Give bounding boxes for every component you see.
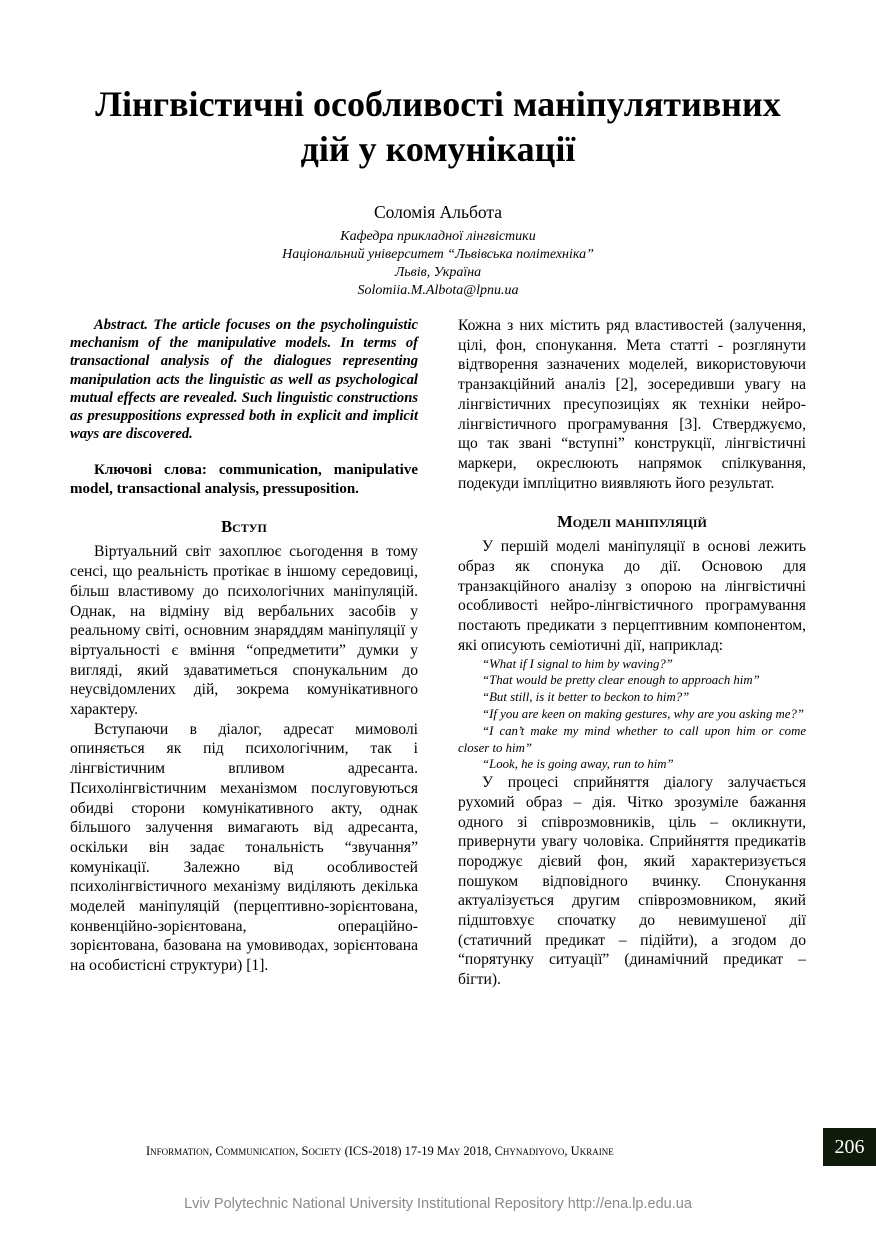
repository-watermark: Lviv Polytechnic National University Institutional Repository http://ena.lp.edu.ua xyxy=(184,1196,692,1212)
right-column xyxy=(458,316,806,990)
dialogue-quote: “What if I signal to him by waving?” xyxy=(482,656,673,671)
affiliation-department: Кафедра прикладної лінгвістики xyxy=(340,229,536,244)
dialogue-quote: “But still, is it better to beckon to him?” xyxy=(482,690,690,705)
dialogue-quote: “Look, he is going away, run to him” xyxy=(482,757,674,772)
paragraph: У процесі сприйняття діалогу залучається рухомий образ – дія. Чітко зрозуміле бажання одного зі співрозмовників, ціль – окликнути, привернути увагу чоловіка. Сприйняття предикатів породжує дієвий фон, який характеризується пошуком відповідного вчинку. Спонукання актуалізується другим співрозмовником, який підштовхує спочатку до невимушеної дії (статичний предикат – підійти), а згодом до “порятунку ситуації” (динамічний предикат – бігти). xyxy=(458,774,806,989)
paper-title xyxy=(40,82,836,172)
section-heading-models: Моделі маніпуляцій xyxy=(557,512,707,532)
section-heading-intro: Вступ xyxy=(221,517,267,537)
paragraph: Вступаючи в діалог, адресат мимоволі опиняється як під психологічним, так і лінгвістичним впливом адресанта. Психолінгвістичним механізмом послуговуються обидві сторони комунікативного акту, однак більшого залучення вимагають від адресанта, оскільки він задає тональність “звучання” комунікації. Залежно від особливостей психолінгвістичного механізму виділяють декілька моделей маніпуляцій (перцептивно-зорієнтована, конвенційно-зорієнтована, операційно-зорієнтована, базована на умовиводах, зорієнтована на особистісні структури) [1]. xyxy=(70,720,418,975)
author-name: Соломія Альбота xyxy=(373,202,503,222)
affiliation-university: Національний університет “Львівська політехніка” xyxy=(282,247,594,262)
dialogue-quote: “That would be pretty clear enough to approach him” xyxy=(482,673,760,688)
dialogue-quote: “I can’t make my mind whether to call upon him or come closer to him” xyxy=(458,723,806,755)
abstract: Abstract. The article focuses on the psycholinguistic mechanism of the manipulative models. In terms of transactional analysis of the dialogues representing manipulation acts the linguistic as well as psychological mutual effects are revealed. Such linguistic constructions as presuppositions expressed both in explicit and implicit ways are discovered. xyxy=(70,317,418,443)
dialogue-quote: “If you are keen on making gestures, why are you asking me?” xyxy=(482,706,804,721)
author-email: Solomiia.M.Albota@lpnu.ua xyxy=(357,283,519,298)
title-line-1: Лінгвістичні особливості маніпулятивних xyxy=(95,84,781,124)
paragraph: Віртуальний світ захоплює сьогодення в тому сенсі, що реальність протікає в іншому середовиці, більш властивому до психологічних маніпуляцій. Однак, на відміну від вербальних засобів у реальному світі, основним знаряддям маніпуляції у віртуальності є вміння “опредметити” думки у вигляді, який здаватиметься спонукальним до неусвідомлених дій, зокрема комунікативного характеру. xyxy=(70,543,418,719)
left-column xyxy=(70,316,418,976)
paragraph: У першій моделі маніпуляції в основі лежить образ як спонука до дії. Основою для транзакційного аналізу з опорою на лінгвістичні особливості нейро-лінгвістичного програмування постають предикати з перцептивним компонентом, які описують семіотичні дії, наприклад: xyxy=(458,538,806,654)
paragraph: Кожна з них містить ряд властивостей (залучення, цілі, фон, спонукання. Мета статті - розглянути відтворення зазначених моделей, використовуючи транзакційний аналіз [2], зосередивши увагу на лінгвістичних пресупозиціях як техніки нейро-лінгвістичного програмування [3]. Стверджуємо, що так звані “вступні” конструкції, лінгвістичні маркери, окреслюють напрямок спілкування, подекуди імпліцитно виявляють його результат. xyxy=(458,317,806,492)
title-line-2: дій у комунікації xyxy=(300,129,576,169)
page-number: 206 xyxy=(823,1128,876,1166)
conference-footer: Information, Communication, Society (ICS-2018) 17-19 May 2018, Chynadiyovo, Ukraine xyxy=(146,1144,614,1158)
affiliation-city: Львів, Україна xyxy=(394,265,482,280)
keywords: Ключові слова: communication, manipulative model, transactional analysis, pressuposition. xyxy=(70,462,418,497)
